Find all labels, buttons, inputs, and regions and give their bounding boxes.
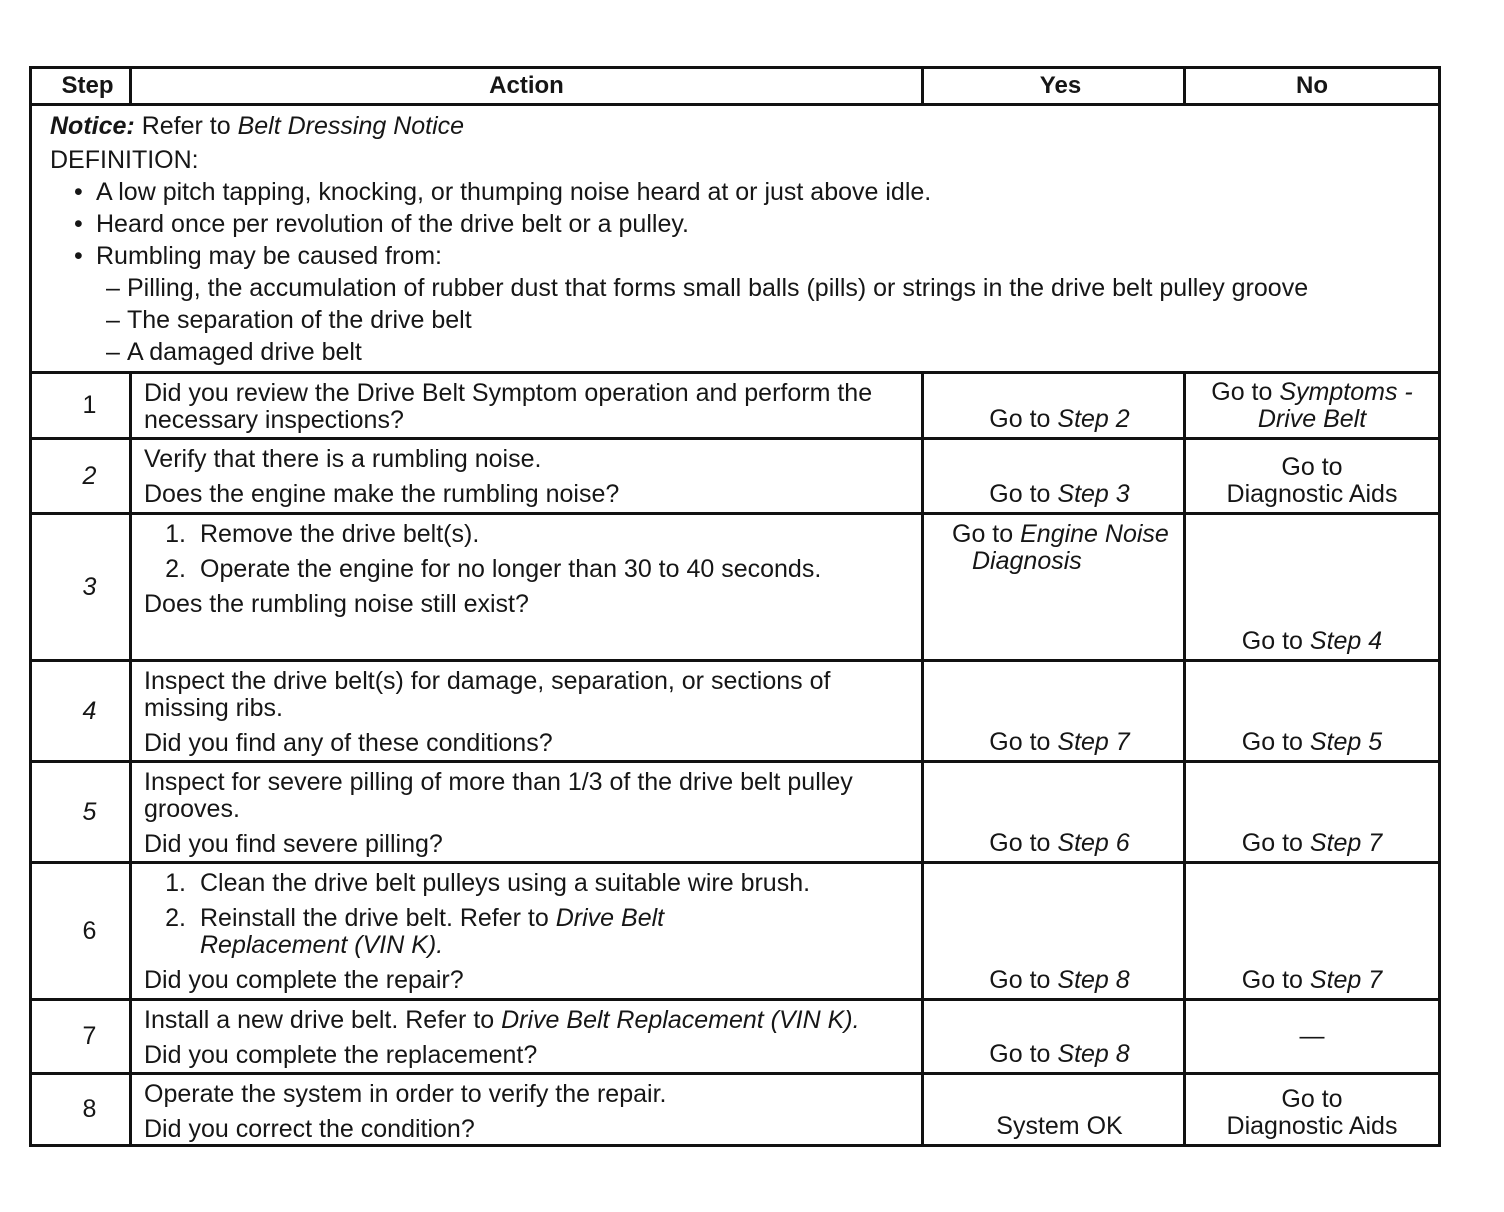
action-cell bbox=[131, 514, 923, 661]
table-row bbox=[31, 514, 1440, 661]
list-number: 2. bbox=[165, 904, 186, 932]
action-question: Does the rumbling noise still exist? bbox=[144, 590, 529, 618]
header-row bbox=[31, 68, 1440, 105]
action-list-item bbox=[144, 556, 907, 583]
yes-prefix: Go to bbox=[989, 829, 1051, 857]
step-number: 5 bbox=[31, 762, 131, 863]
yes-cell bbox=[923, 514, 1185, 661]
action-question: Did you find severe pilling? bbox=[144, 830, 443, 858]
list-text: Remove the drive belt(s). bbox=[200, 520, 480, 548]
action-list-item bbox=[144, 521, 907, 548]
no-prefix: Go to bbox=[1241, 728, 1303, 756]
definition-label: DEFINITION: bbox=[50, 146, 199, 174]
yes-cell bbox=[923, 762, 1185, 863]
definition-bullet-text: A low pitch tapping, knocking, or thumping noise heard at or just above idle. bbox=[96, 178, 932, 206]
no-cell bbox=[1185, 373, 1440, 439]
cause-item: – The separation of the drive belt bbox=[96, 304, 1428, 336]
yes-target: Step 8 bbox=[1057, 1040, 1130, 1068]
cause-item: – Pilling, the accumulation of rubber dust that forms small balls (pills) or strings in the drive belt pulley groove bbox=[96, 272, 1428, 304]
action-cell bbox=[131, 439, 923, 514]
notice bbox=[50, 110, 1428, 142]
no-cell bbox=[1185, 514, 1440, 661]
no-cell bbox=[1185, 1000, 1440, 1074]
table-row bbox=[31, 373, 1440, 439]
no-prefix: Go to bbox=[1281, 1085, 1343, 1113]
definition-bullet bbox=[50, 208, 1428, 240]
no-target: Step 5 bbox=[1309, 728, 1383, 756]
diagnostic-table bbox=[29, 66, 1441, 1147]
action-question: Did you correct the condition? bbox=[144, 1115, 475, 1143]
action-cell bbox=[131, 373, 923, 439]
list-text bbox=[200, 905, 720, 959]
yes-target: Step 2 bbox=[1057, 405, 1130, 433]
action-text: Did you review the Drive Belt Symptom operation and perform the necessary inspections? bbox=[144, 379, 873, 434]
no-target: Step 7 bbox=[1309, 829, 1383, 857]
definition-list bbox=[50, 176, 1428, 368]
no-prefix: Go to bbox=[1281, 453, 1343, 481]
definition-cell bbox=[31, 105, 1440, 373]
definition-bullet bbox=[50, 240, 1428, 368]
no-prefix: Go to bbox=[1241, 627, 1303, 655]
no-cell bbox=[1185, 762, 1440, 863]
yes-result: System OK bbox=[996, 1112, 1123, 1140]
header-yes: Yes bbox=[923, 68, 1185, 105]
list-text: Operate the engine for no longer than 30 to 40 seconds. bbox=[200, 555, 822, 583]
yes-cell bbox=[923, 439, 1185, 514]
step-number: 7 bbox=[31, 1000, 131, 1074]
procedure-reference: Drive Belt Replacement (VIN K). bbox=[200, 904, 665, 959]
action-text bbox=[144, 1007, 907, 1034]
yes-target: Step 6 bbox=[1057, 829, 1130, 857]
step-number: 6 bbox=[31, 863, 131, 1000]
header-no: No bbox=[1185, 68, 1440, 105]
step-number: 3 bbox=[31, 514, 131, 661]
procedure-reference: Drive Belt Replacement (VIN K). bbox=[501, 1006, 860, 1034]
header-step: Step bbox=[31, 68, 131, 105]
yes-prefix: Go to bbox=[989, 405, 1051, 433]
no-target: Diagnostic Aids bbox=[1226, 480, 1398, 508]
definition-bullet-text: Rumbling may be caused from: bbox=[96, 242, 442, 270]
action-cell bbox=[131, 661, 923, 762]
definition-bullet-text: Heard once per revolution of the drive belt or a pulley. bbox=[96, 210, 689, 238]
step-number: 8 bbox=[31, 1074, 131, 1146]
action-text: Operate the system in order to verify the repair. bbox=[144, 1080, 667, 1108]
no-cell bbox=[1185, 439, 1440, 514]
no-target: Step 7 bbox=[1309, 966, 1383, 994]
yes-target: Engine Noise Diagnosis bbox=[972, 520, 1169, 575]
no-target: Diagnostic Aids bbox=[1226, 1112, 1398, 1140]
yes-cell bbox=[923, 1000, 1185, 1074]
action-text-body: Install a new drive belt. Refer to bbox=[144, 1006, 495, 1034]
action-cell bbox=[131, 1074, 923, 1146]
list-text-body: Reinstall the drive belt. Refer to bbox=[200, 904, 549, 932]
definition-bullet bbox=[50, 176, 1428, 208]
no-prefix: Go to bbox=[1211, 378, 1273, 406]
notice-ref: Belt Dressing Notice bbox=[237, 112, 465, 140]
table-row bbox=[31, 439, 1440, 514]
table-row bbox=[31, 1000, 1440, 1074]
no-prefix: Go to bbox=[1241, 966, 1303, 994]
yes-target: Step 8 bbox=[1057, 966, 1130, 994]
action-list-item bbox=[144, 905, 907, 959]
action-cell bbox=[131, 863, 923, 1000]
action-text: Inspect for severe pilling of more than 1/3 of the drive belt pulley grooves. bbox=[144, 768, 853, 823]
action-list-item bbox=[144, 870, 907, 897]
notice-text: Refer to bbox=[141, 112, 231, 140]
header-action: Action bbox=[131, 68, 923, 105]
action-text: Inspect the drive belt(s) for damage, separation, or sections of missing ribs. bbox=[144, 667, 831, 722]
action-question: Did you complete the replacement? bbox=[144, 1041, 538, 1069]
yes-prefix: Go to bbox=[952, 520, 1014, 548]
yes-cell bbox=[923, 661, 1185, 762]
step-number: 1 bbox=[31, 373, 131, 439]
causes-list bbox=[96, 272, 1428, 368]
notice-label: Notice: bbox=[50, 112, 135, 140]
list-number: 1. bbox=[165, 869, 186, 897]
yes-target: Step 7 bbox=[1057, 728, 1130, 756]
yes-prefix: Go to bbox=[989, 966, 1051, 994]
list-text: Clean the drive belt pulleys using a suitable wire brush. bbox=[200, 869, 811, 897]
cause-item: – A damaged drive belt bbox=[96, 336, 1428, 368]
definition-row bbox=[31, 105, 1440, 373]
no-prefix: Go to bbox=[1241, 829, 1303, 857]
yes-prefix: Go to bbox=[989, 480, 1051, 508]
action-text: Verify that there is a rumbling noise. bbox=[144, 445, 542, 473]
no-target: Symptoms - Drive Belt bbox=[1257, 378, 1413, 433]
step-number: 4 bbox=[31, 661, 131, 762]
action-question: Does the engine make the rumbling noise? bbox=[144, 480, 620, 508]
no-cell bbox=[1185, 1074, 1440, 1146]
table-row bbox=[31, 863, 1440, 1000]
yes-target: Step 3 bbox=[1057, 480, 1130, 508]
no-dash: — bbox=[1299, 1022, 1325, 1050]
yes-prefix: Go to bbox=[989, 1040, 1051, 1068]
action-cell bbox=[131, 1000, 923, 1074]
action-cell bbox=[131, 762, 923, 863]
no-cell bbox=[1185, 661, 1440, 762]
list-number: 2. bbox=[165, 555, 186, 583]
action-question: Did you complete the repair? bbox=[144, 966, 464, 994]
action-question: Did you find any of these conditions? bbox=[144, 729, 553, 757]
table-row bbox=[31, 661, 1440, 762]
yes-cell bbox=[923, 1074, 1185, 1146]
yes-prefix: Go to bbox=[989, 728, 1051, 756]
yes-cell bbox=[923, 373, 1185, 439]
list-number: 1. bbox=[165, 520, 186, 548]
table-row bbox=[31, 762, 1440, 863]
yes-cell bbox=[923, 863, 1185, 1000]
no-target: Step 4 bbox=[1309, 627, 1383, 655]
step-number: 2 bbox=[31, 439, 131, 514]
table-row bbox=[31, 1074, 1440, 1146]
no-cell bbox=[1185, 863, 1440, 1000]
